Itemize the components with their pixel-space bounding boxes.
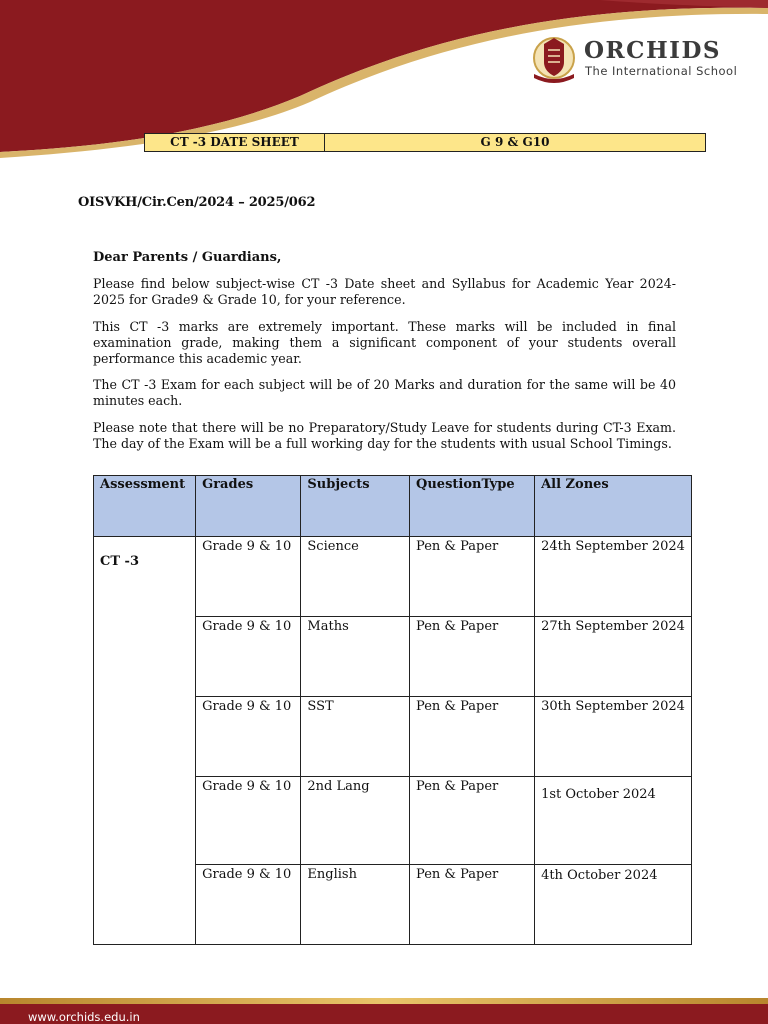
- website-link[interactable]: www.orchids.edu.in: [28, 1010, 140, 1024]
- grades-cell: Grade 9 & 10: [196, 617, 301, 697]
- subject-cell: 2nd Lang: [301, 777, 410, 865]
- grades-cell: Grade 9 & 10: [196, 697, 301, 777]
- date-cell: 30th September 2024: [535, 697, 692, 777]
- logo-name: ORCHIDS: [584, 37, 721, 64]
- paragraph-intro: Please find below subject-wise CT -3 Date sheet and Syllabus for Academic Year 2024-2025 for Grade9 & Grade 10, for your reference.: [93, 276, 676, 307]
- header-question-type: QuestionType: [410, 476, 535, 537]
- question-type-cell: Pen & Paper: [410, 697, 535, 777]
- crest-icon: [528, 34, 580, 84]
- date-cell: 1st October 2024: [535, 777, 692, 865]
- header-grades: Grades: [196, 476, 301, 537]
- grades-cell: Grade 9 & 10: [196, 865, 301, 945]
- subject-cell: English: [301, 865, 410, 945]
- header-all-zones: All Zones: [535, 476, 692, 537]
- paragraph-importance: This CT -3 marks are extremely important. These marks will be included in final examination grade, making them a significant component of your students overall performance this academic year.: [93, 319, 676, 366]
- question-type-cell: Pen & Paper: [410, 777, 535, 865]
- circular-reference: OISVKH/Cir.Cen/2024 – 2025/062: [78, 195, 316, 210]
- date-cell: 27th September 2024: [535, 617, 692, 697]
- question-type-cell: Pen & Paper: [410, 617, 535, 697]
- exam-schedule-table: [93, 475, 692, 945]
- date-sheet-title-bar: [144, 133, 706, 152]
- question-type-cell: Pen & Paper: [410, 537, 535, 617]
- table-row: [94, 537, 692, 617]
- grade-title: G 9 & G10: [480, 135, 550, 149]
- grades-cell: Grade 9 & 10: [196, 537, 301, 617]
- subject-cell: Maths: [301, 617, 410, 697]
- header-assessment: Assessment: [94, 476, 196, 537]
- date-sheet-title: CT -3 DATE SHEET: [145, 134, 325, 151]
- assessment-cell: CT -3: [94, 537, 196, 945]
- date-cell: 4th October 2024: [535, 865, 692, 945]
- table-header-row: [94, 476, 692, 537]
- grades-cell: Grade 9 & 10: [196, 777, 301, 865]
- paragraph-leave-note: Please note that there will be no Preparatory/Study Leave for students during CT-3 Exam. The day of the Exam will be a full working day for the students with usual School Timings.: [93, 420, 676, 451]
- logo-subtitle: The International School: [585, 64, 738, 78]
- subject-cell: Science: [301, 537, 410, 617]
- salutation: Dear Parents / Guardians,: [93, 250, 282, 265]
- header-subjects: Subjects: [301, 476, 410, 537]
- school-logo: [528, 34, 738, 84]
- paragraph-marks: The CT -3 Exam for each subject will be of 20 Marks and duration for the same will be 40 minutes each.: [93, 377, 676, 408]
- subject-cell: SST: [301, 697, 410, 777]
- date-cell: 24th September 2024: [535, 537, 692, 617]
- question-type-cell: Pen & Paper: [410, 865, 535, 945]
